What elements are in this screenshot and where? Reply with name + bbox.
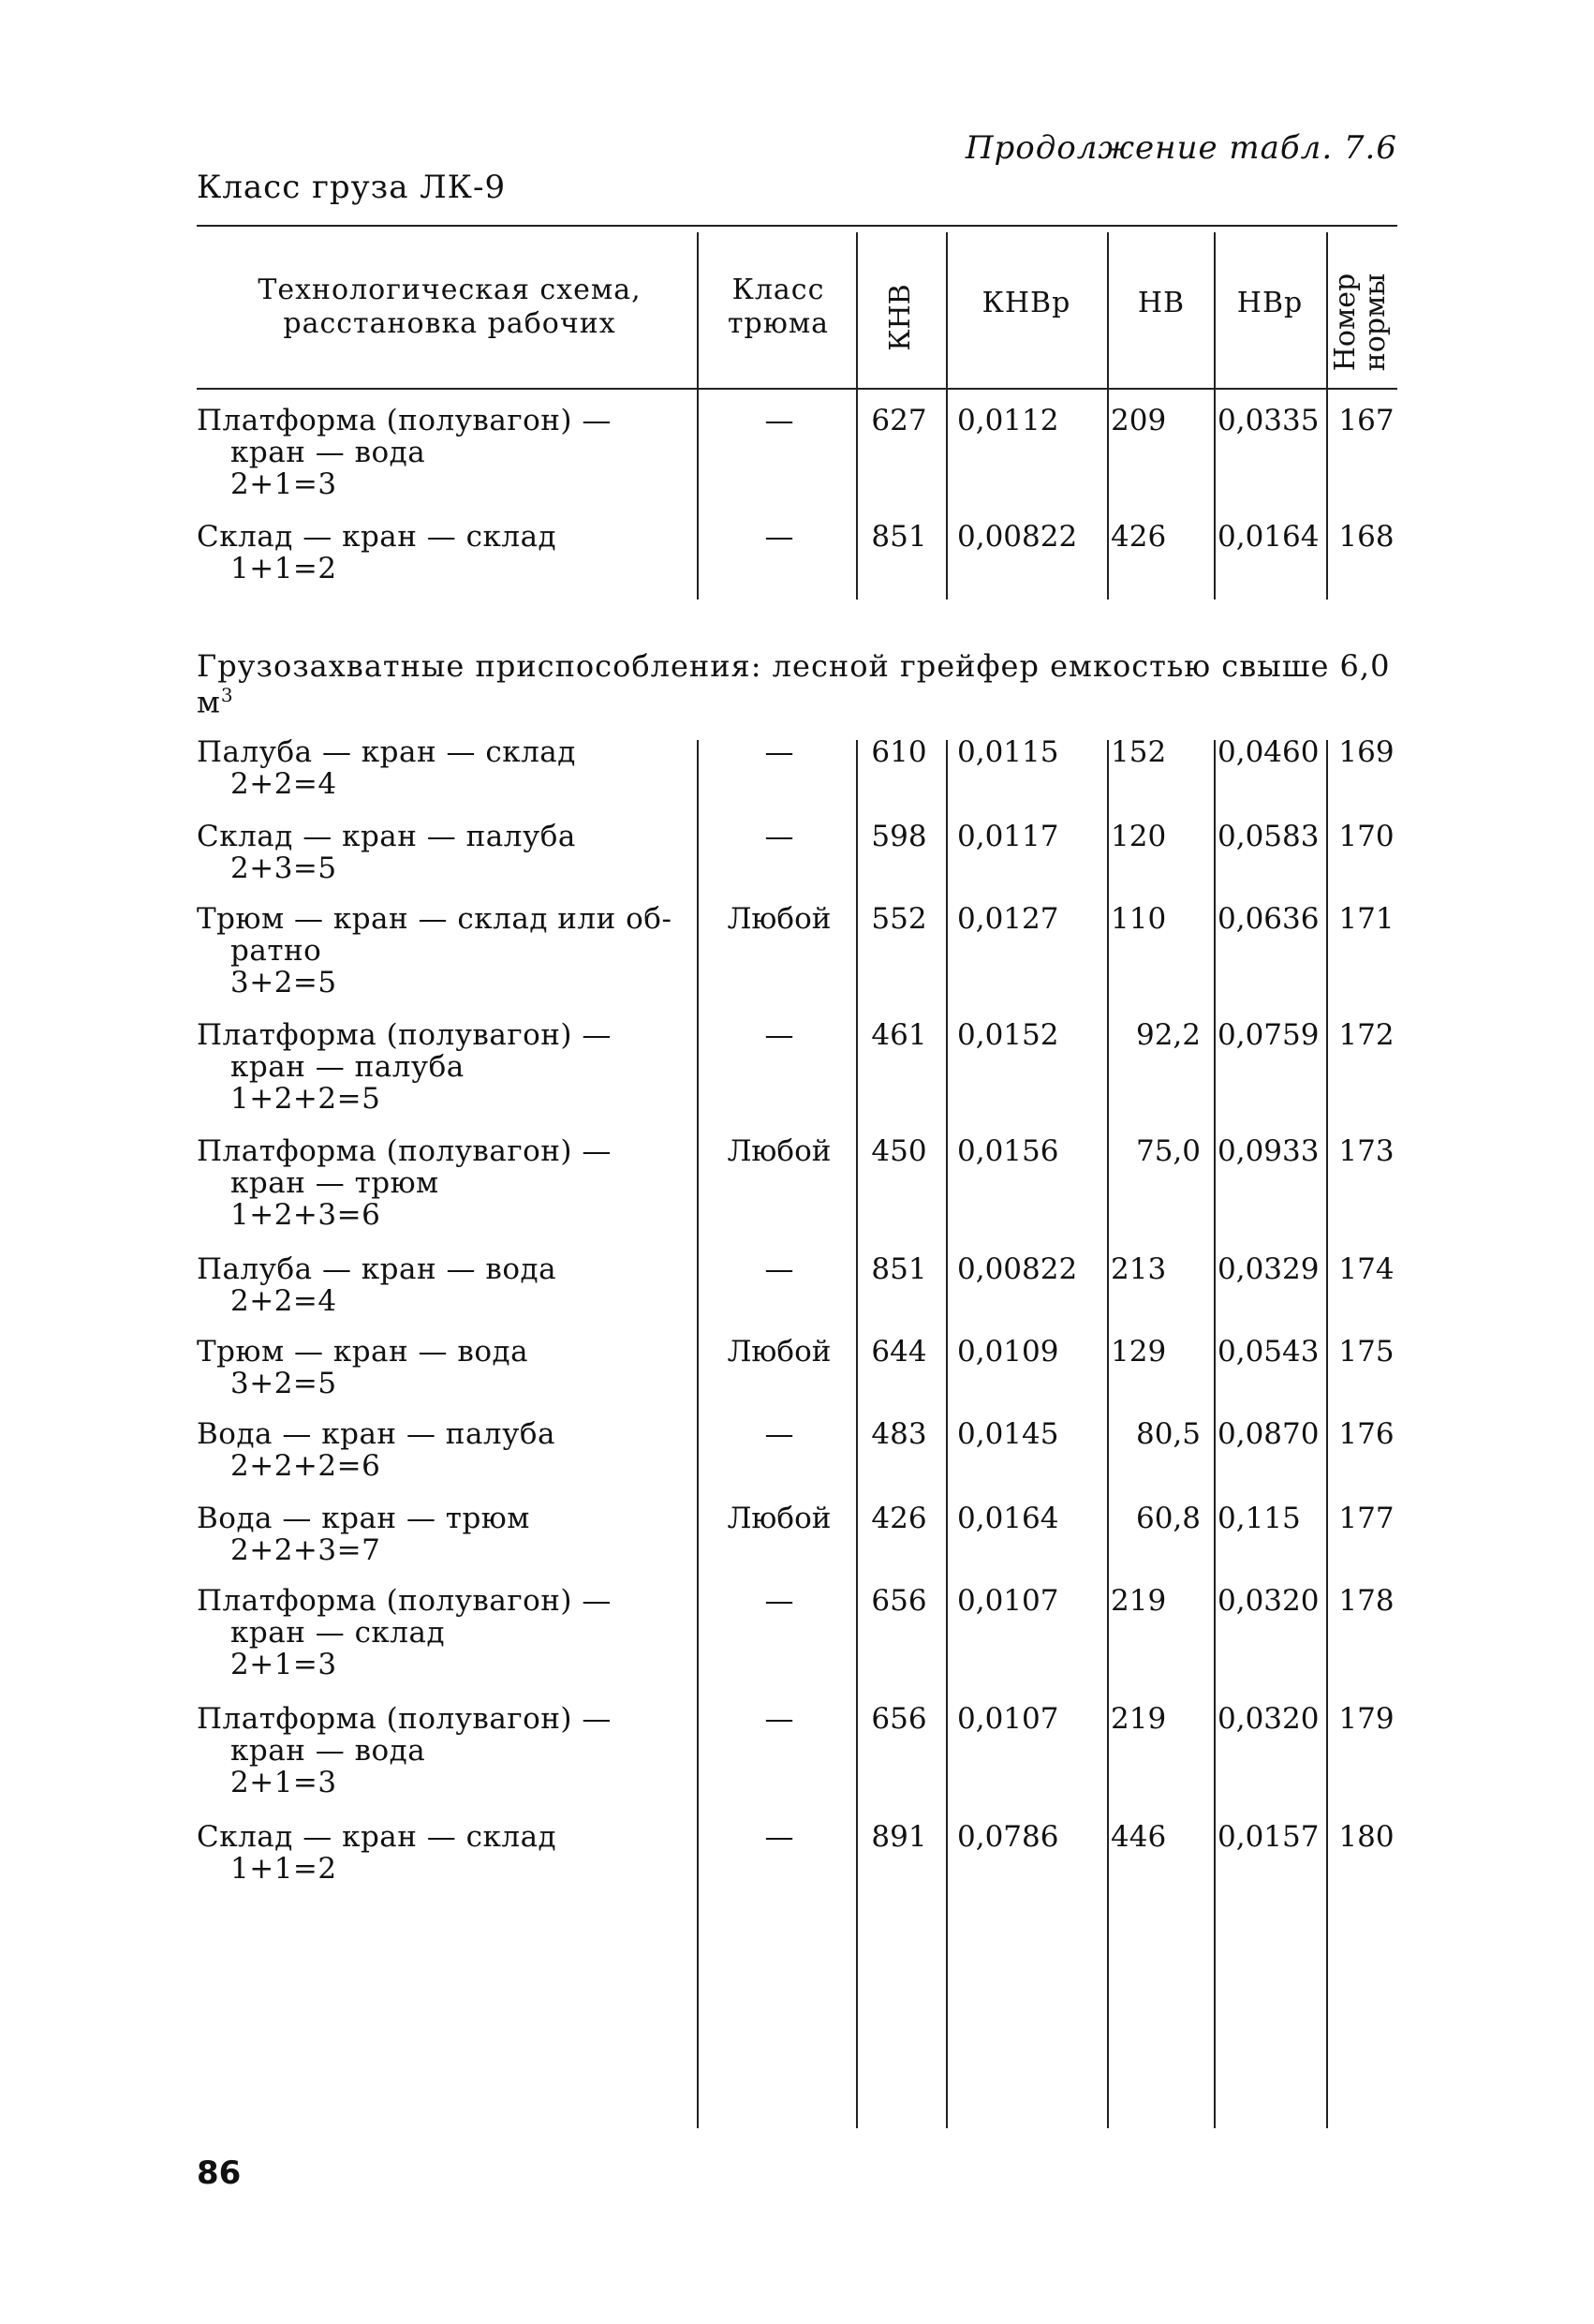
row-knvp: 0,00822: [957, 1252, 1078, 1286]
header-scheme: Технологическая схема, расстановка рабочих: [258, 274, 642, 340]
row-knv: 598: [871, 820, 927, 853]
row-knvp: 0,0117: [957, 820, 1059, 853]
row-hold-class: —: [764, 404, 794, 437]
row-scheme-line: Палуба — кран — склад: [197, 735, 576, 769]
row-nvp: 0,0320: [1218, 1584, 1320, 1618]
section-note-text: Грузозахватные приспособления: лесной грейфер емкостью свыше 6,0 м: [197, 648, 1391, 720]
row-knvp: 0,0115: [957, 735, 1059, 769]
col-divider: [1214, 232, 1216, 600]
row-scheme-line: 1+1=2: [230, 552, 337, 585]
row-scheme-line: 2+1=3: [230, 467, 337, 501]
row-nvp: 0,0460: [1218, 735, 1320, 769]
row-knvp: 0,0145: [957, 1417, 1059, 1451]
row-scheme: [197, 1703, 684, 1799]
row-scheme-line: 1+2+2=5: [230, 1082, 381, 1116]
row-hold-class: Любой: [727, 1502, 832, 1535]
row-nv: 129: [1111, 1335, 1167, 1369]
row-nvp: 0,0583: [1218, 820, 1320, 853]
row-scheme-line: Платформа (полувагон) —: [197, 1702, 612, 1736]
row-nv: 219: [1111, 1702, 1167, 1736]
row-scheme-line: Вода — кран — палуба: [197, 1417, 556, 1451]
row-nv: 219: [1111, 1584, 1167, 1618]
row-scheme-line: Трюм — кран — вода: [197, 1335, 529, 1369]
row-knvp: 0,0109: [957, 1335, 1059, 1369]
row-scheme-line: Платформа (полувагон) —: [197, 1584, 612, 1618]
row-knv: 483: [871, 1417, 927, 1451]
row-knvp: 0,0164: [957, 1502, 1059, 1535]
row-scheme-line: кран — трюм: [230, 1166, 439, 1200]
col-divider: [1326, 232, 1328, 600]
col-divider: [856, 232, 858, 600]
row-scheme: [197, 1502, 684, 1566]
row-nv: 209: [1111, 404, 1167, 437]
table-top-rule: [197, 225, 1397, 227]
row-knvp: 0,0107: [957, 1702, 1059, 1736]
row-scheme-line: Склад — кран — склад: [197, 520, 557, 554]
row-scheme: [197, 1135, 684, 1231]
row-knv: 851: [871, 520, 927, 554]
row-hold-class: Любой: [727, 902, 832, 936]
row-scheme-line: 2+2+3=7: [230, 1533, 381, 1567]
row-scheme-line: 1+1=2: [230, 1852, 337, 1886]
section-note: [197, 648, 1397, 720]
row-knv: 656: [871, 1584, 927, 1618]
row-norm-number: 178: [1338, 1584, 1395, 1618]
row-nv: 60,8: [1135, 1502, 1201, 1535]
row-scheme-line: Склад — кран — палуба: [197, 820, 576, 853]
row-nvp: 0,0543: [1218, 1335, 1320, 1369]
row-scheme-line: Платформа (полувагон) —: [197, 404, 612, 437]
row-scheme-line: 2+3=5: [230, 851, 337, 885]
row-knv: 644: [871, 1335, 927, 1369]
row-nvp: 0,0320: [1218, 1702, 1320, 1736]
row-scheme-line: 2+2+2=6: [230, 1449, 381, 1483]
row-norm-number: 179: [1338, 1702, 1395, 1736]
row-knvp: 0,0152: [957, 1018, 1059, 1052]
col-divider: [1107, 740, 1109, 2128]
page-number: 86: [197, 2154, 242, 2192]
row-norm-number: 175: [1338, 1335, 1395, 1369]
row-hold-class: —: [764, 1252, 794, 1286]
row-scheme: [197, 1418, 684, 1482]
row-hold-class: —: [764, 735, 794, 769]
row-scheme: [197, 736, 684, 800]
row-nvp: 0,0933: [1218, 1134, 1320, 1168]
header-bottom-rule: [197, 388, 1397, 390]
row-nvp: 0,0759: [1218, 1018, 1320, 1052]
row-scheme-line: 2+2=4: [230, 767, 337, 801]
row-knv: 891: [871, 1820, 927, 1854]
header-nvp: НВр: [1236, 287, 1304, 319]
col-divider: [1214, 740, 1216, 2128]
row-norm-number: 171: [1338, 902, 1395, 936]
row-scheme: [197, 903, 684, 999]
row-nv: 152: [1111, 735, 1167, 769]
row-nv: 213: [1111, 1252, 1167, 1286]
row-nvp: 0,115: [1218, 1502, 1301, 1535]
row-hold-class: —: [764, 820, 794, 853]
cargo-class-label: Класс груза ЛК-9: [197, 169, 507, 206]
row-nv: 110: [1111, 902, 1167, 936]
row-norm-number: 174: [1338, 1252, 1395, 1286]
row-knv: 461: [871, 1018, 927, 1052]
header-nv: НВ: [1137, 287, 1186, 319]
row-nv: 120: [1111, 820, 1167, 853]
row-nvp: 0,0157: [1218, 1820, 1320, 1854]
row-knv: 851: [871, 1252, 927, 1286]
row-knvp: 0,0112: [957, 404, 1059, 437]
row-scheme: [197, 1019, 684, 1115]
col-divider: [697, 232, 699, 600]
col-divider: [946, 740, 948, 2128]
row-scheme-line: кран — вода: [230, 1734, 426, 1768]
row-nv: 446: [1111, 1820, 1167, 1854]
row-scheme-line: 2+2=4: [230, 1284, 337, 1318]
row-scheme-line: кран — вода: [230, 436, 426, 469]
row-scheme: [197, 405, 684, 500]
col-divider: [697, 740, 699, 2128]
row-hold-class: —: [764, 520, 794, 554]
col-divider: [1326, 740, 1328, 2128]
row-nv: 426: [1111, 520, 1167, 554]
row-knv: 450: [871, 1134, 927, 1168]
row-scheme: [197, 821, 684, 884]
row-norm-number: 170: [1338, 820, 1395, 853]
row-scheme-line: 2+1=3: [230, 1648, 337, 1681]
row-knv: 426: [871, 1502, 927, 1535]
row-knvp: 0,0156: [957, 1134, 1059, 1168]
row-scheme: [197, 1821, 684, 1885]
row-norm-number: 172: [1338, 1018, 1395, 1052]
row-scheme-line: 3+2=5: [230, 1367, 337, 1400]
header-knv: КНВ: [884, 284, 917, 351]
col-divider: [1107, 232, 1109, 600]
header-norm-number: Номер нормы: [1329, 273, 1392, 372]
row-knv: 656: [871, 1702, 927, 1736]
row-scheme: [197, 1253, 684, 1317]
row-scheme-line: 1+2+3=6: [230, 1198, 381, 1232]
row-nvp: 0,0870: [1218, 1417, 1320, 1451]
row-knvp: 0,00822: [957, 520, 1078, 554]
row-scheme-line: 3+2=5: [230, 966, 337, 999]
row-scheme-line: Склад — кран — склад: [197, 1820, 557, 1854]
row-nvp: 0,0636: [1218, 902, 1320, 936]
header-hold-class: Класс трюма: [727, 274, 830, 340]
row-hold-class: —: [764, 1018, 794, 1052]
row-hold-class: —: [764, 1702, 794, 1736]
row-norm-number: 176: [1338, 1417, 1395, 1451]
row-hold-class: —: [764, 1417, 794, 1451]
row-nvp: 0,0335: [1218, 404, 1320, 437]
row-hold-class: —: [764, 1584, 794, 1618]
row-scheme: [197, 1585, 684, 1680]
row-scheme-line: кран — палуба: [230, 1050, 465, 1084]
row-scheme-line: ратно: [230, 934, 322, 968]
row-scheme-line: Платформа (полувагон) —: [197, 1134, 612, 1168]
row-knvp: 0,0786: [957, 1820, 1059, 1854]
row-norm-number: 167: [1338, 404, 1395, 437]
row-hold-class: Любой: [727, 1134, 832, 1168]
row-scheme: [197, 1336, 684, 1399]
row-nv: 75,0: [1135, 1134, 1201, 1168]
row-scheme-line: Вода — кран — трюм: [197, 1502, 530, 1535]
row-knvp: 0,0127: [957, 902, 1059, 936]
row-hold-class: —: [764, 1820, 794, 1854]
row-knv: 552: [871, 902, 927, 936]
row-norm-number: 177: [1338, 1502, 1395, 1535]
table-continuation-caption: Продолжение табл. 7.6: [965, 129, 1397, 167]
row-scheme-line: Трюм — кран — склад или об-: [197, 902, 672, 936]
row-knv: 627: [871, 404, 927, 437]
row-nvp: 0,0164: [1218, 520, 1320, 554]
row-nv: 80,5: [1135, 1417, 1201, 1451]
section-note-superscript: 3: [220, 684, 234, 706]
row-scheme-line: 2+1=3: [230, 1766, 337, 1799]
row-norm-number: 169: [1338, 735, 1395, 769]
row-norm-number: 173: [1338, 1134, 1395, 1168]
row-knvp: 0,0107: [957, 1584, 1059, 1618]
row-norm-number: 168: [1338, 520, 1395, 554]
col-divider: [856, 740, 858, 2128]
row-scheme: [197, 521, 684, 585]
row-scheme-line: кран — склад: [230, 1616, 446, 1650]
row-scheme-line: Платформа (полувагон) —: [197, 1018, 612, 1052]
col-divider: [946, 232, 948, 600]
row-nv: 92,2: [1135, 1018, 1201, 1052]
row-knv: 610: [871, 735, 927, 769]
header-knvp: КНВр: [981, 287, 1071, 319]
row-hold-class: Любой: [727, 1335, 832, 1369]
row-nvp: 0,0329: [1218, 1252, 1320, 1286]
row-scheme-line: Палуба — кран — вода: [197, 1252, 557, 1286]
row-norm-number: 180: [1338, 1820, 1395, 1854]
